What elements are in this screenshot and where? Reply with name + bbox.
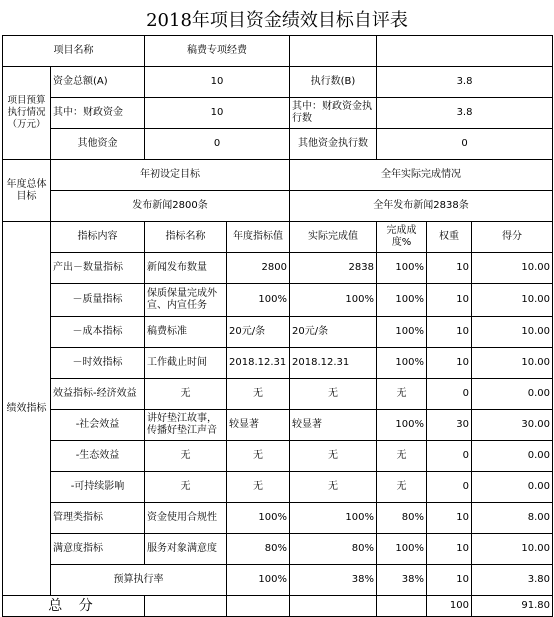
row-content: -可持续影响 <box>51 472 145 503</box>
table-row <box>3 348 553 379</box>
row-score: 10.00 <box>472 284 553 317</box>
row-weight: 0 <box>427 379 472 410</box>
budget-rate-label: 预算执行率 <box>51 565 227 596</box>
total-score: 91.80 <box>472 596 553 617</box>
actual-goal-header: 全年实际完成情况 <box>290 160 553 191</box>
row-weight: 10 <box>427 284 472 317</box>
row-weight: 10 <box>427 534 472 565</box>
page-title: 2018年项目资金绩效目标自评表 <box>146 10 408 31</box>
row-rate: 100% <box>377 317 427 348</box>
budget-section-label: 项目预算执行情况（万元） <box>3 67 51 160</box>
row-name: 资金使用合规性 <box>145 503 227 534</box>
row-score: 10.00 <box>472 348 553 379</box>
other-funds-value: 0 <box>145 129 290 160</box>
budget-rate-score: 3.80 <box>472 565 553 596</box>
header-content: 指标内容 <box>51 222 145 253</box>
row-actual: 2838 <box>290 253 377 284</box>
row-rate: 100% <box>377 410 427 441</box>
planned-goal: 发布新闻2800条 <box>51 191 290 222</box>
row-name: 无 <box>145 441 227 472</box>
row-rate: 100% <box>377 348 427 379</box>
row-content: －质量指标 <box>51 284 145 317</box>
row-target: 80% <box>227 534 290 565</box>
row-actual: 80% <box>290 534 377 565</box>
row-content: 产出－数量指标 <box>51 253 145 284</box>
header-target: 年度指标值 <box>227 222 290 253</box>
table-row <box>3 317 553 348</box>
row-name: 工作截止时间 <box>145 348 227 379</box>
row-weight: 10 <box>427 253 472 284</box>
fiscal-funds-label: 其中：财政资金 <box>51 98 145 129</box>
table-row <box>3 410 553 441</box>
row-target: 100% <box>227 284 290 317</box>
row-rate: 100% <box>377 284 427 317</box>
header-actual: 实际完成值 <box>290 222 377 253</box>
row-score: 30.00 <box>472 410 553 441</box>
row-rate: 100% <box>377 253 427 284</box>
other-exec-value: 0 <box>377 129 553 160</box>
row-content: －成本指标 <box>51 317 145 348</box>
header-weight: 权重 <box>427 222 472 253</box>
row-content: 满意度指标 <box>51 534 145 565</box>
row-actual: 无 <box>290 441 377 472</box>
row-score: 0.00 <box>472 379 553 410</box>
row-name: 服务对象满意度 <box>145 534 227 565</box>
row-weight: 10 <box>427 503 472 534</box>
budget-rate-row <box>3 565 553 596</box>
budget-rate-weight: 10 <box>427 565 472 596</box>
row-score: 0.00 <box>472 472 553 503</box>
planned-goal-header: 年初设定目标 <box>51 160 290 191</box>
budget-rate-actual: 38% <box>290 565 377 596</box>
row-name: 无 <box>145 472 227 503</box>
row-content: -社会效益 <box>51 410 145 441</box>
budget-rate-target: 100% <box>227 565 290 596</box>
row-weight: 0 <box>427 441 472 472</box>
exec-value: 3.8 <box>377 67 553 98</box>
row-rate: 无 <box>377 472 427 503</box>
table-row <box>3 534 553 565</box>
row-content: -生态效益 <box>51 441 145 472</box>
header-rate: 完成成度% <box>377 222 427 253</box>
row-target: 20元/条 <box>227 317 290 348</box>
row-target: 无 <box>227 441 290 472</box>
row-content: 管理类指标 <box>51 503 145 534</box>
row-target: 100% <box>227 503 290 534</box>
fiscal-exec-label: 其中：财政资金执行数 <box>290 98 377 129</box>
table-row <box>3 472 553 503</box>
row-actual: 无 <box>290 472 377 503</box>
total-funds-value: 10 <box>145 67 290 98</box>
total-row <box>3 596 553 617</box>
budget-rate-rate: 38% <box>377 565 427 596</box>
annual-goal-label: 年度总体目标 <box>3 160 51 222</box>
row-weight: 0 <box>427 472 472 503</box>
row-name: 无 <box>145 379 227 410</box>
row-actual: 较显著 <box>290 410 377 441</box>
row-target: 2018.12.31 <box>227 348 290 379</box>
row-rate: 100% <box>377 534 427 565</box>
row-name: 稿费标准 <box>145 317 227 348</box>
other-funds-label: 其他资金 <box>51 129 145 160</box>
table-row <box>3 503 553 534</box>
row-actual: 2018.12.31 <box>290 348 377 379</box>
row-name: 新闻发布数量 <box>145 253 227 284</box>
total-label: 总 分 <box>3 596 145 617</box>
row-rate: 无 <box>377 379 427 410</box>
row-weight: 30 <box>427 410 472 441</box>
row-actual: 20元/条 <box>290 317 377 348</box>
row-actual: 无 <box>290 379 377 410</box>
fiscal-funds-value: 10 <box>145 98 290 129</box>
row-score: 10.00 <box>472 534 553 565</box>
row-name: 讲好垫江故事，传播好垫江声音 <box>145 410 227 441</box>
row-weight: 10 <box>427 348 472 379</box>
header-score: 得分 <box>472 222 553 253</box>
perf-label: 绩效指标 <box>3 222 51 596</box>
row-score: 8.00 <box>472 503 553 534</box>
row-weight: 10 <box>427 317 472 348</box>
row-actual: 100% <box>290 284 377 317</box>
table-row <box>3 284 553 317</box>
table-row <box>3 441 553 472</box>
row-score: 10.00 <box>472 253 553 284</box>
project-name-label: 项目名称 <box>3 36 145 67</box>
actual-goal: 全年发布新闻2838条 <box>290 191 553 222</box>
project-name-value: 稿费专项经费 <box>145 36 290 67</box>
row-rate: 80% <box>377 503 427 534</box>
fiscal-exec-value: 3.8 <box>377 98 553 129</box>
row-actual: 100% <box>290 503 377 534</box>
total-funds-label: 资金总额(A) <box>51 67 145 98</box>
row-target: 无 <box>227 472 290 503</box>
total-weight: 100 <box>427 596 472 617</box>
row-target: 较显著 <box>227 410 290 441</box>
table-row <box>3 253 553 284</box>
evaluation-table <box>2 35 553 617</box>
table-row <box>3 379 553 410</box>
row-content: 效益指标-经济效益 <box>51 379 145 410</box>
row-name: 保质保量完成外宣、内宣任务 <box>145 284 227 317</box>
row-score: 0.00 <box>472 441 553 472</box>
other-exec-label: 其他资金执行数 <box>290 129 377 160</box>
row-target: 2800 <box>227 253 290 284</box>
row-score: 10.00 <box>472 317 553 348</box>
header-name: 指标名称 <box>145 222 227 253</box>
row-content: －时效指标 <box>51 348 145 379</box>
row-rate: 无 <box>377 441 427 472</box>
exec-label: 执行数(B) <box>290 67 377 98</box>
row-target: 无 <box>227 379 290 410</box>
